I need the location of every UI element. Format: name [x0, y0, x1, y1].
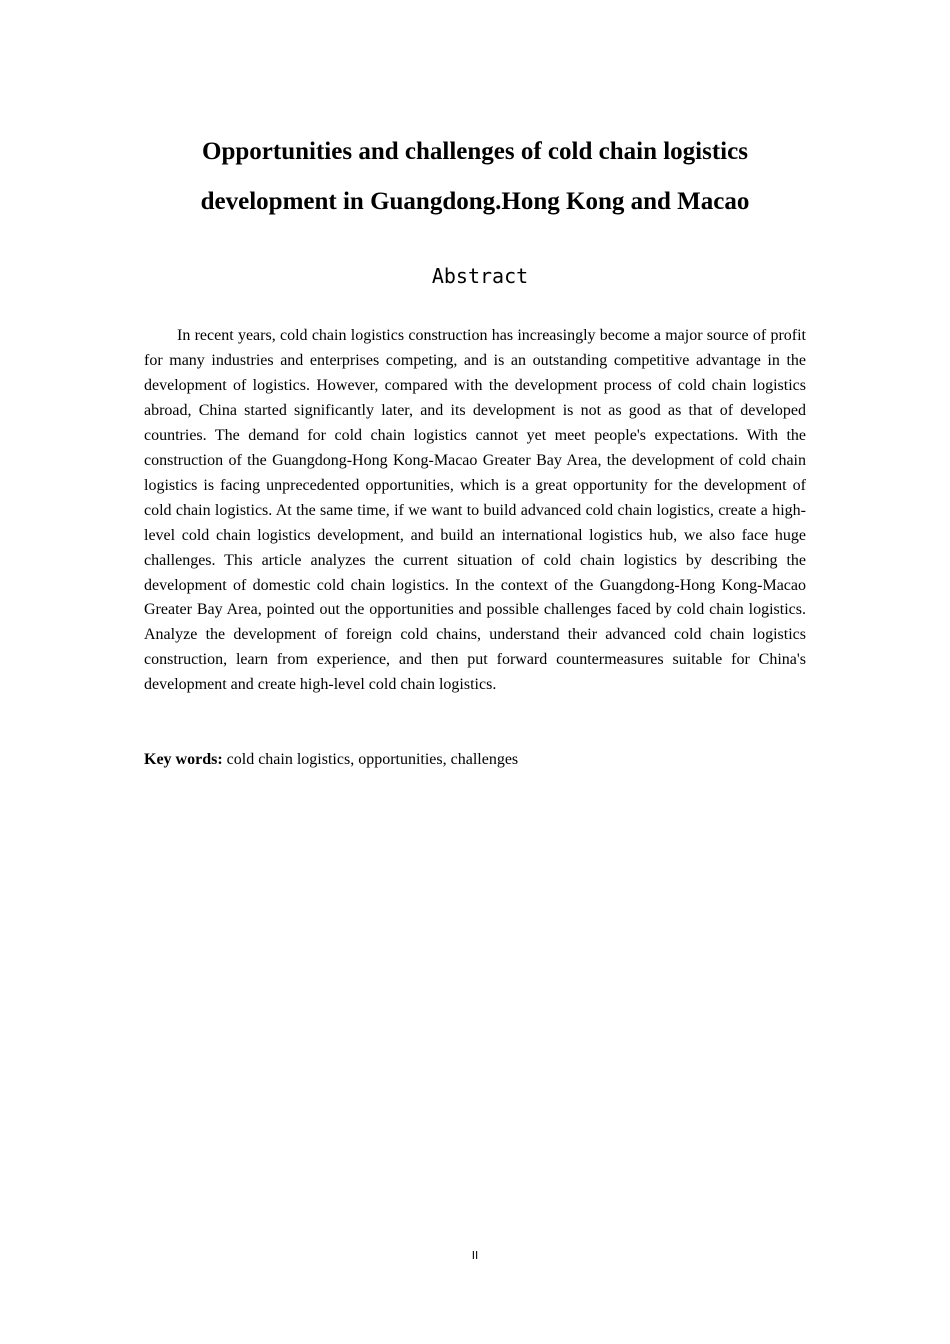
keywords-label: Key words:: [144, 751, 223, 768]
page-number: II: [471, 1249, 479, 1262]
paper-title-line-1: Opportunities and challenges of cold chain logistics: [202, 138, 748, 165]
abstract-heading: Abstract: [431, 264, 529, 288]
paper-title: [144, 127, 806, 227]
paper-title-line-2: development in Guangdong.Hong Kong and Macao: [200, 188, 750, 215]
abstract-paragraph: In recent years, cold chain logistics construction has increasingly become a major source of profit for many industries and enterprises competing, and is an outstanding competitive advantage in the development of logistics. However, compared with the development process of cold chain logistics abroad, China started significantly later, and its development is not as good as that of developed countries. The demand for cold chain logistics cannot yet meet people's expectations. With the construction of the Guangdong-Hong Kong-Macao Greater Bay Area, the development of cold chain logistics is facing unprecedented opportunities, which is a great opportunity for the development of cold chain logistics. At the same time, if we want to build advanced cold chain logistics, create a high-level cold chain logistics development, and build an international logistics hub, we also face huge challenges. This article analyzes the current situation of cold chain logistics by describing the development of domestic cold chain logistics. In the context of the Guangdong-Hong Kong-Macao Greater Bay Area, pointed out the opportunities and possible challenges faced by cold chain logistics. Analyze the development of foreign cold chains, understand their advanced cold chain logistics construction, learn from experience, and then put forward countermeasures suitable for China's development and create high-level cold chain logistics.: [144, 327, 806, 694]
keywords-value: cold chain logistics, opportunities, challenges: [222, 751, 519, 768]
keywords-line: [144, 747, 806, 772]
